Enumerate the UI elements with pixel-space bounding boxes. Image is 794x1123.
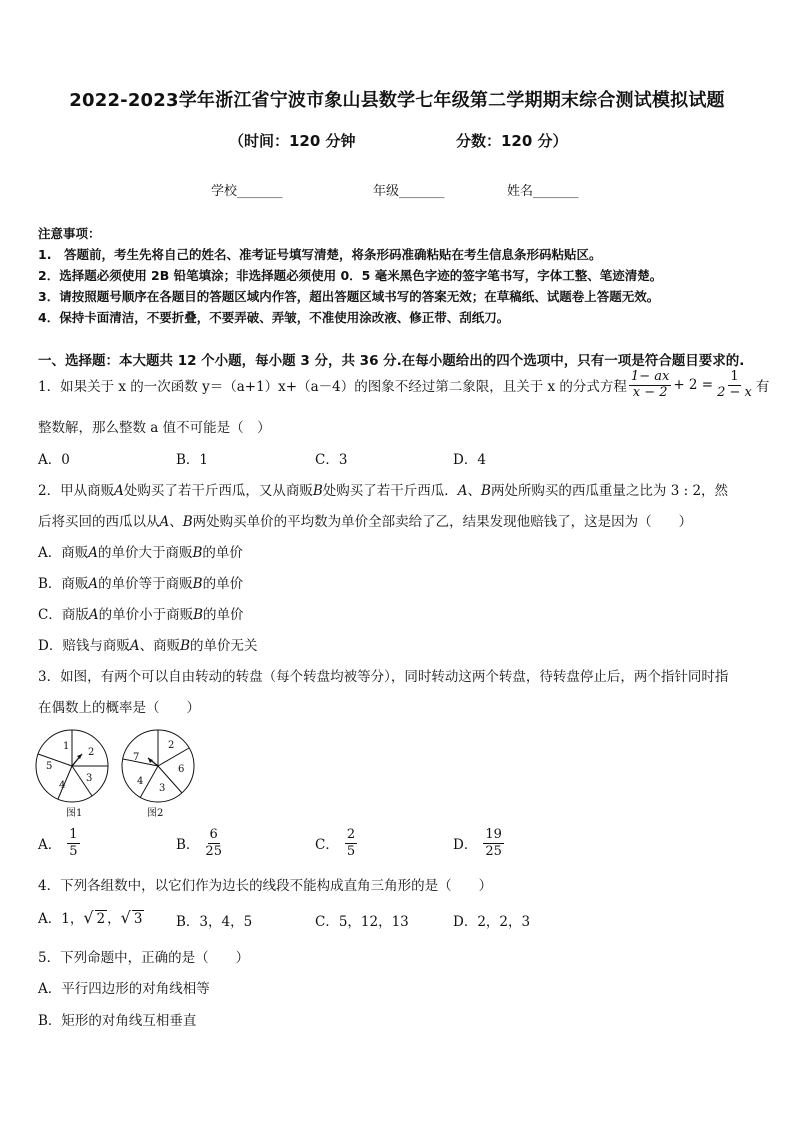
question-2-line2 (38, 510, 692, 530)
sector-label: 3 (159, 783, 166, 794)
var-a: A (88, 545, 98, 561)
option-letter: B． (176, 837, 200, 854)
fraction (715, 370, 754, 401)
option-a (38, 907, 144, 927)
fraction-denominator: 25 (485, 843, 502, 859)
question-3-line1: 3．如图，有两个可以自由转动的转盘（每个转盘均被等分），同时转动这两个转盘，待转盘停止后，两个指针同时指 (38, 669, 729, 685)
question-5: 5．下列命题中，正确的是（ ） (38, 950, 250, 966)
figure-label: 图1 (66, 808, 83, 819)
option-c: C．5，12，13 (315, 914, 409, 930)
text: A．商贩 (38, 545, 89, 561)
sector-label: 4 (137, 776, 144, 787)
option-b: B．3，4，5 (176, 914, 253, 930)
option-b (176, 827, 222, 859)
exam-title: 2022-2023学年浙江省宁波市象山县数学七年级第二学期期末综合测试模拟试题 (69, 90, 725, 111)
fraction-numerator: 19 (485, 827, 502, 842)
notice-heading: 注意事项： (38, 226, 101, 241)
var-a: A (159, 514, 170, 530)
fraction-numerator: 6 (209, 827, 218, 842)
text: 的单价 (203, 607, 244, 623)
var-a: A (88, 607, 99, 623)
sector-label: 7 (133, 752, 140, 763)
text: 后将买回的西瓜以从 (38, 514, 160, 530)
var-b: B (180, 638, 190, 654)
text: 的单价小于商贩 (98, 607, 194, 623)
option-b: B．矩形的对角线互相垂直 (38, 1013, 197, 1029)
text: D．赔钱与商贩 (38, 638, 130, 654)
question-1 (38, 370, 769, 401)
notice-item: 3．请按照题号顺序在各题目的答题区域内作答，超出答题区域书写的答案无效；在草稿纸、试题卷上答题无效。 (38, 289, 660, 304)
fraction-numerator: 2 (346, 827, 356, 842)
text: 、商贩 (139, 638, 181, 654)
exam-time: （时间：120 分钟 (229, 132, 356, 150)
fraction (67, 827, 79, 859)
notice-item: 1. 答题前，考生先将自己的姓名、准考证号填写清楚，将条形码准确粘贴在考生信息条形码粘贴区。 (38, 247, 602, 262)
var-a: A (129, 638, 140, 654)
var-a: A (457, 483, 468, 499)
option-d (453, 827, 504, 859)
option-a: A．平行四边形的对角线相等 (38, 981, 210, 997)
question-1-line2: 整数解，那么整数 a 值不可能是（ ） (38, 420, 271, 436)
text: 处购买了若干斤西瓜，又从商贩 (123, 483, 313, 499)
spinner-wheel-1 (36, 730, 108, 802)
notice-item: 2．选择题必须使用 2B 铅笔填涂；非选择题必须使用 0．5 毫米黑色字迹的签字笔书写，字体工整、笔迹清楚。 (38, 268, 663, 283)
fraction (483, 827, 504, 859)
sqrt-icon: √ (120, 908, 131, 927)
fraction-numerator: 1− ax (630, 369, 670, 384)
var-a: A (88, 576, 99, 592)
radicand: 3 (133, 911, 143, 927)
option-b (38, 572, 243, 592)
text: B．商贩 (38, 576, 89, 592)
option-c (315, 827, 357, 859)
question-4: 4．下列各组数中，以它们作为边长的线段不能构成直角三角形的是（ ） (38, 878, 493, 894)
sector-label: 1 (63, 741, 70, 752)
question-2-line1 (38, 479, 728, 499)
question-3-line2: 在偶数上的概率是（ ） (38, 700, 200, 716)
equation-operator: + 2 = (673, 377, 714, 394)
fraction (345, 827, 357, 859)
fraction-numerator: 1 (69, 827, 78, 842)
var-a: A (114, 483, 124, 499)
section-heading: 一、选择题：本大题共 12 个小题，每小题 3 分，共 36 分.在每小题给出的四个选项中，只有一项是符合题目要求的. (38, 353, 745, 369)
grade-field: 年级_______ (373, 184, 445, 199)
text: 的单价等于商贩 (98, 576, 193, 592)
text: A．1， (38, 911, 84, 927)
text: ， (107, 911, 121, 927)
figure-label: 图2 (147, 808, 164, 819)
text: 处购买了若干斤西瓜． (322, 483, 458, 499)
sector-label: 6 (178, 764, 185, 775)
sector-label: 2 (88, 747, 95, 758)
radicand: 2 (96, 911, 106, 927)
fraction (205, 827, 222, 859)
sector-label: 4 (59, 780, 66, 791)
option-letter: A． (38, 837, 62, 854)
spinner-wheel-2 (122, 730, 194, 802)
fraction-denominator: 5 (69, 843, 78, 859)
text: 两处所购买的西瓜重量之比为 3 : 2，然 (490, 483, 729, 499)
text: 的单价 (202, 576, 244, 592)
option-c (38, 603, 244, 623)
option-a (38, 827, 80, 859)
text: 两处购买单价的平均数为单价全部卖给了乙，结果发现他赔钱了，这是因为（ ） (192, 514, 693, 530)
text: 的单价无关 (190, 638, 258, 654)
fraction-denominator: x − 2 (632, 384, 668, 400)
text: C．商版 (38, 607, 89, 623)
text: 、 (169, 514, 183, 530)
text: 的单价 (202, 545, 243, 561)
spinner-figures (30, 726, 205, 821)
question-1-text-end: 有 (755, 379, 770, 396)
fraction-numerator: 1 (730, 369, 739, 384)
var-b: B (182, 514, 193, 530)
var-b: B (192, 576, 203, 592)
option-letter: C． (315, 837, 339, 854)
option-d (38, 634, 258, 654)
sqrt-icon: √ (83, 908, 94, 927)
sector-label: 2 (168, 740, 175, 751)
fraction-denominator: 25 (205, 843, 222, 859)
fraction (629, 370, 671, 401)
var-b: B (192, 545, 203, 561)
name-field: 姓名_______ (507, 184, 579, 199)
sector-label: 5 (46, 761, 53, 772)
school-field: 学校_______ (211, 184, 283, 199)
var-b: B (312, 483, 323, 499)
option-a (38, 541, 243, 561)
option-a: A．0 (38, 452, 70, 468)
text: 、 (467, 483, 482, 499)
option-d: D．4 (453, 452, 486, 468)
var-b: B (481, 483, 491, 499)
notice-item: 4．保持卡面清洁，不要折叠，不要弄破、弄皱，不准使用涂改液、修正带、刮纸刀。 (38, 310, 510, 325)
option-d: D．2，2，3 (453, 914, 531, 930)
fraction-denominator: 5 (346, 843, 356, 859)
option-c: C．3 (315, 452, 348, 468)
option-b: B．1 (176, 452, 209, 468)
fraction-denominator: 2 − x (717, 384, 752, 400)
sector-label: 3 (86, 773, 93, 784)
var-b: B (193, 607, 204, 623)
text: 的单价大于商贩 (98, 545, 193, 561)
option-letter: D． (453, 837, 478, 854)
exam-score: 分数：120 分） (456, 132, 568, 150)
text: 2．甲从商贩 (38, 483, 115, 499)
question-1-text: 1．如果关于 x 的一次函数 y＝（a+1）x+（a－4）的图象不经过第二象限，且关于 x 的分式方程 (38, 379, 627, 396)
